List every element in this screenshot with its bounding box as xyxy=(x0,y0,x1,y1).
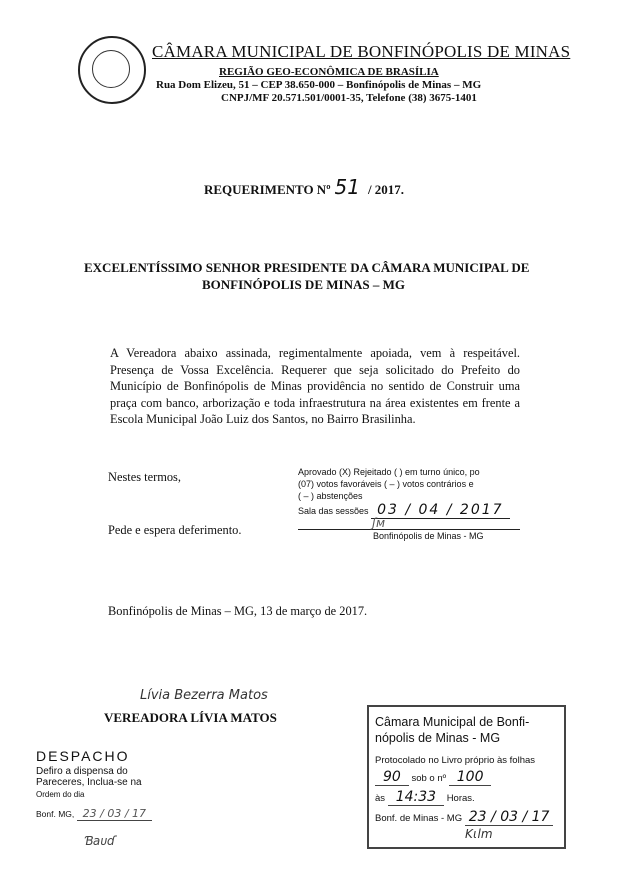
vote-place: Bonfinópolis de Minas - MG xyxy=(373,531,484,541)
body-paragraph: A Vereadora abaixo assinada, regimentalmente apoiada, vem à respeitável. Presença de Vossa Excelência. Requerer que seja solicitado do Prefeito do Município de Bonfinópolis de Minas providência no sentido de Construir uma praça com banco, arborização e toda infraestrutura na área existentes em frente a Escola Municipal João Luiz dos Santos, no Bairro Brasilinha. xyxy=(110,346,520,427)
despacho-bonf-label: Bonf. MG, xyxy=(36,809,75,819)
seal-center-icon xyxy=(92,50,130,88)
vote-signature: ʃᴍ xyxy=(372,516,386,530)
stamp-sob-label: sob o nº xyxy=(411,773,447,784)
requerimento-number: 51 xyxy=(334,175,360,199)
header-address: Rua Dom Elizeu, 51 – CEP 38.650-000 – Bonfinópolis de Minas – MG xyxy=(156,79,482,91)
stamp-line3: Protocolado no Livro próprio às folhas xyxy=(375,755,536,766)
despacho-line3: Ordem do dia xyxy=(36,790,85,799)
despacho-block xyxy=(36,748,152,848)
closing-nestes: Nestes termos, xyxy=(108,470,181,484)
stamp-numero: 100 xyxy=(449,769,492,786)
stamp-horas-label: Horas. xyxy=(446,793,475,804)
despacho-line2: Pareceres, Inclua-se na xyxy=(36,777,142,788)
despacho-signature: Ɓaᴜɗ xyxy=(84,834,116,848)
protocol-stamp xyxy=(367,705,566,849)
requerimento-title xyxy=(204,175,404,199)
stamp-bonf-label: Bonf. de Minas - MG xyxy=(375,813,463,824)
despacho-line1: Defiro a dispensa do xyxy=(36,766,128,777)
despacho-date: 23 / 03 / 17 xyxy=(77,807,152,821)
requerimento-label: REQUERIMENTO Nº xyxy=(204,182,331,197)
addressee-line2: BONFINÓPOLIS DE MINAS – MG xyxy=(202,277,405,292)
header-region: REGIÃO GEO-ECONÔMICA DE BRASÍLIA xyxy=(219,66,439,78)
vote-box xyxy=(298,466,528,542)
vote-line-1: Aprovado (X) Rejeitado ( ) em turno único, po xyxy=(298,467,480,477)
stamp-folhas: 90 xyxy=(375,769,409,786)
stamp-as-label: às xyxy=(375,793,386,804)
header-title: CÂMARA MUNICIPAL DE BONFINÓPOLIS DE MINAS xyxy=(152,42,571,61)
stamp-line2: nópolis de Minas - MG xyxy=(375,731,501,745)
session-label: Sala das sessões xyxy=(298,506,369,516)
stamp-date: 23 / 03 / 17 xyxy=(465,809,554,826)
requerimento-year: / 2017. xyxy=(367,182,405,197)
signer-name: VEREADORA LÍVIA MATOS xyxy=(104,710,277,725)
addressee-line1: EXCELENTÍSSIMO SENHOR PRESIDENTE DA CÂMARA MUNICIPAL DE xyxy=(84,260,530,275)
despacho-title: DESPACHO xyxy=(36,748,130,764)
stamp-line1: Câmara Municipal de Bonfi- xyxy=(375,715,530,729)
vote-line-2: (07) votos favoráveis ( – ) votos contrários e xyxy=(298,479,474,489)
header-cnpj: CNPJ/MF 20.571.501/0001-35, Telefone (38) 3675-1401 xyxy=(221,92,477,104)
stamp-horas: 14:33 xyxy=(388,789,444,806)
vote-line-3: ( – ) abstenções xyxy=(298,491,363,501)
closing-place-date: Bonfinópolis de Minas – MG, 13 de março de 2017. xyxy=(108,604,368,618)
closing-pede: Pede e espera deferimento. xyxy=(108,523,242,537)
session-date: 03 / 04 / 2017 xyxy=(371,502,510,519)
handwritten-signature: Lívia Bezerra Matos xyxy=(140,688,268,703)
stamp-signature: Kɩlm xyxy=(465,827,493,841)
